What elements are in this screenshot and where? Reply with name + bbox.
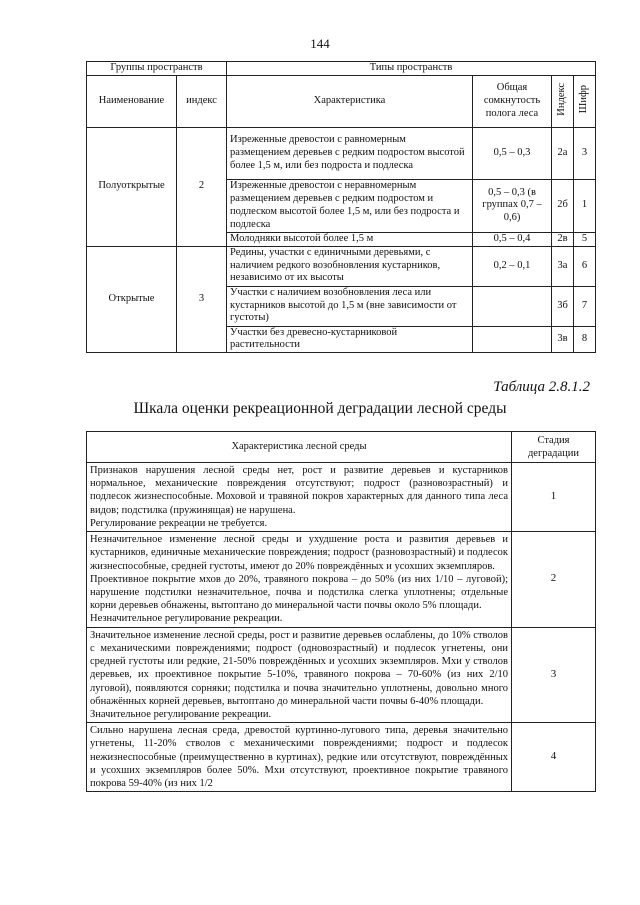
table-row bbox=[87, 532, 596, 628]
index-cell: 2в bbox=[552, 232, 574, 246]
group-index: 3 bbox=[177, 246, 227, 353]
col-index: индекс bbox=[177, 75, 227, 127]
density-cell: 0,5 – 0,3 (в группах 0,7 – 0,6) bbox=[473, 179, 552, 232]
code-cell: 1 bbox=[574, 179, 596, 232]
table-row bbox=[87, 723, 596, 792]
density-cell: 0,2 – 0,1 bbox=[473, 246, 552, 286]
col-code-vertical: Шифр bbox=[574, 75, 596, 127]
paragraph: Признаков нарушения лесной среды нет, рост и развитие деревьев и кустарников нормальное, механические повреждения отсутствуют; подрост (разновозрастный) и подлесок жизнеспособные. Моховой и травяной покров характерных для данного типа леса видов; подстилка (пружинящая) не нарушена. bbox=[90, 465, 508, 516]
table-row bbox=[87, 463, 596, 532]
types-header: Типы пространств bbox=[227, 62, 596, 76]
paragraph: Значительное регулирование рекреации. bbox=[90, 708, 272, 720]
col-index-vertical: Индекс bbox=[552, 75, 574, 127]
group-name: Открытые bbox=[87, 246, 177, 353]
col-canopy-density: Общая сомкнутость полога леса bbox=[473, 75, 552, 127]
stage-cell: 3 bbox=[512, 627, 596, 723]
paragraph: Значительное изменение лесной среды, рост и развитие деревьев ослаблены, до 10% стволов с механическими повреждениями; подрост (одновозрастный) и подлесок угнетены, они средней густоты или редкие, 21-50% повреждённых и усохших экземпляров. Мхи у стволов деревьев, их проективное покрытие 5-10%, травяного покрова – 70-60% (из них 2/10 луговой), появляются сорняки; подстилка и почва значительно уплотнены, довольно много обнажённых корней деревьев, вытоптано до минеральной части почвы 6-40% площади. bbox=[90, 629, 508, 707]
code-cell: 3 bbox=[574, 127, 596, 179]
density-cell: 0,5 – 0,3 bbox=[473, 127, 552, 179]
index-cell: 2б bbox=[552, 179, 574, 232]
groups-header: Группы пространств bbox=[87, 62, 227, 76]
characteristic-cell: Молодняки высотой более 1,5 м bbox=[227, 232, 473, 246]
code-cell: 5 bbox=[574, 232, 596, 246]
description-cell bbox=[87, 723, 512, 792]
stage-cell: 4 bbox=[512, 723, 596, 792]
paragraph: Сильно нарушена лесная среда, древостой куртинно-лугового типа, деревья значительно угнетены, 11-20% стволов с механическими повреждениями; подрост и подлесок нежизнеспособные (преимущественно в куртинах), редкие или отсутствуют, повреждённых и усохших экземпляров более 50%. Мхи отсутствуют, проективное покрытие травяного покрова 59-40% (из них 1/2 bbox=[90, 725, 508, 790]
code-cell: 6 bbox=[574, 246, 596, 286]
col-degradation-stage: Стадия деградации bbox=[512, 432, 596, 463]
density-cell: 0,5 – 0,4 bbox=[473, 232, 552, 246]
paragraph: Проективное покрытие мхов до 20%, травяного покрова – до 50% (из них 1/10 – луговой); нарушение подстилки незначительное, почва и подстилка слегка уплотнены; отдельные корни деревьев обнажены, вытоптано до минеральной части почвы около 5% площади. bbox=[90, 573, 508, 612]
space-types-table bbox=[86, 61, 596, 353]
characteristic-cell: Участки без древесно-кустарниковой растительности bbox=[227, 326, 473, 353]
description-cell bbox=[87, 532, 512, 628]
table-row bbox=[87, 127, 596, 179]
characteristic-cell: Изреженные древостои с неравномерным размещением деревьев с редким подростом и подлеском высотой более 1,5 м, или без подроста и подлеска bbox=[227, 179, 473, 232]
degradation-scale-table bbox=[86, 431, 596, 792]
group-index: 2 bbox=[177, 127, 227, 246]
index-cell: 3б bbox=[552, 286, 574, 326]
table-row bbox=[87, 246, 596, 286]
code-cell: 7 bbox=[574, 286, 596, 326]
index-cell: 3в bbox=[552, 326, 574, 353]
paragraph: Незначительное регулирование рекреации. bbox=[90, 613, 283, 625]
col-characteristic: Характеристика bbox=[227, 75, 473, 127]
density-cell bbox=[473, 286, 552, 326]
group-name: Полуоткрытые bbox=[87, 127, 177, 246]
table-caption: Таблица 2.8.1.2 bbox=[493, 379, 590, 395]
stage-cell: 1 bbox=[512, 463, 596, 532]
index-cell: 2а bbox=[552, 127, 574, 179]
paragraph: Незначительное изменение лесной среды и ухудшение роста и развития деревьев и кустарников, единичные механические повреждения; подрост (разновозрастный) и подлесок жизнеспособные, средней густоты, имеют до 20% повреждённых и усохших экземпляров. bbox=[90, 534, 508, 572]
density-cell bbox=[473, 326, 552, 353]
paragraph: Регулирование рекреации не требуется. bbox=[90, 517, 268, 529]
table-title: Шкала оценки рекреационной деградации лесной среды bbox=[133, 400, 507, 417]
characteristic-cell: Участки с наличием возобновления леса или кустарников высотой до 1,5 м (вне зависимости от густоты) bbox=[227, 286, 473, 326]
stage-cell: 2 bbox=[512, 532, 596, 628]
characteristic-cell: Редины, участки с единичными деревьями, с наличием редкого возобновления кустарников, независимо от их высоты bbox=[227, 246, 473, 286]
description-cell bbox=[87, 463, 512, 532]
col-forest-characteristic: Характеристика лесной среды bbox=[87, 432, 512, 463]
index-cell: 3а bbox=[552, 246, 574, 286]
characteristic-cell: Изреженные древостои с равномерным размещением деревьев с редким подростом высотой более 1,5 м, или без подроста и подлеска bbox=[227, 127, 473, 179]
table-row bbox=[87, 627, 596, 723]
description-cell bbox=[87, 627, 512, 723]
page-number: 144 bbox=[310, 36, 330, 51]
code-cell: 8 bbox=[574, 326, 596, 353]
col-name: Наименование bbox=[87, 75, 177, 127]
